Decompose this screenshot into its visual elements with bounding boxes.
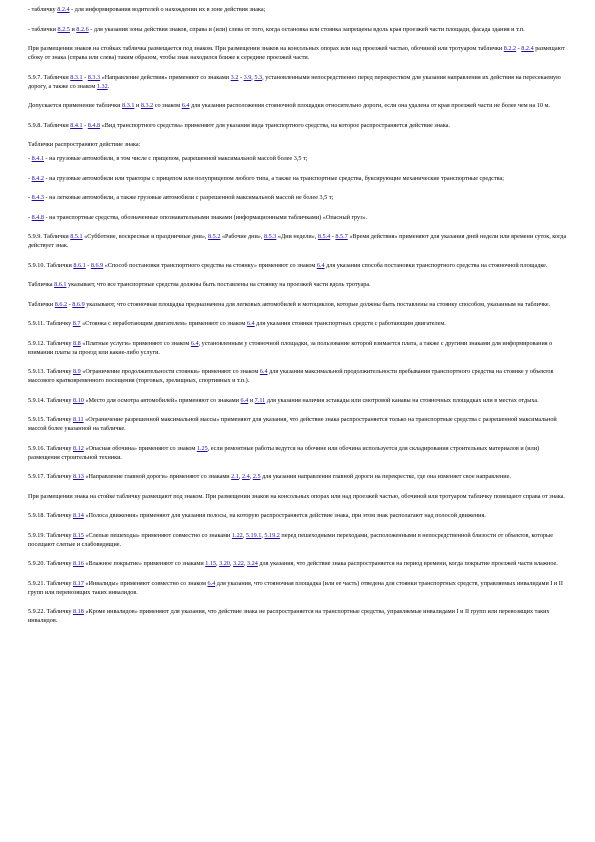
sign-reference-link[interactable]: 5.3	[254, 73, 263, 81]
paragraph-text: - на легковые автомобили, а также грузовые автомобили с разрешенной максимальной массой не более 3,5 т;	[43, 194, 334, 201]
sign-reference-link[interactable]: 6.4	[259, 368, 268, 375]
paragraph-text: «Влажное покрытие» применяют со знаками	[83, 560, 206, 567]
paragraph-text: 5.9.22. Табличку	[28, 608, 73, 615]
sign-reference-link[interactable]: 8.14	[73, 512, 84, 519]
sign-reference-link[interactable]: 8.13	[73, 473, 84, 480]
sign-reference-link[interactable]: 8.6.9	[90, 261, 104, 269]
sign-reference-link[interactable]: 8.2.5	[57, 25, 70, 33]
paragraph-text: - на транспортные средства, обозначенные опознавательными знаками (информационными табличками) «Опасный груз».	[43, 213, 368, 221]
paragraph	[28, 444, 567, 462]
paragraph-text: 5.9.13. Табличку	[28, 368, 73, 375]
sign-reference-link[interactable]: 3.2	[230, 73, 239, 81]
paragraph-text: - таблички	[28, 25, 58, 33]
paragraph-text: - табличку	[28, 6, 58, 13]
paragraph-text: ,	[242, 531, 246, 539]
paragraph	[28, 280, 567, 289]
document-body	[28, 5, 567, 625]
sign-reference-link[interactable]: 8.4.2	[31, 174, 44, 182]
paragraph-text: 5.9.12. Табличку	[28, 339, 73, 347]
paragraph-text: размещают сбоку от знака (справа или слева) таким образом, чтобы знак находился ближе к середине проезжей части.	[28, 45, 565, 61]
paragraph-text: - для информирования водителей о нахождении их в зоне действия знака;	[69, 6, 266, 13]
paragraph-text: для указания, что стояночная площадка (или ее часть) отведена для стоянки транспортных средств, управляемых инвалидами I и II групп или перевозящих таких инвалидов.	[28, 579, 563, 596]
paragraph-text: Табличка	[28, 281, 55, 288]
paragraph-text: «Дни недели»,	[276, 233, 318, 240]
paragraph-text: для указания максимальной продолжительности пребывания транспортного средства на стоянке у объектов массового кратковременного посещения (торговых, зрелищных, спортивных и т.п.).	[28, 368, 554, 384]
paragraph	[28, 140, 567, 149]
sign-reference-link[interactable]: 8.2.4	[521, 45, 534, 52]
paragraph	[28, 339, 567, 357]
paragraph-text: 5.9.9. Таблички	[28, 233, 71, 240]
paragraph-text: указывают, что стояночная площадка предназначена для легковых автомобилей и мотоциклов, которые должны быть поставлены на стоянку способом, указанным на табличке.	[84, 300, 551, 308]
sign-reference-link[interactable]: 8.2.6	[76, 25, 89, 33]
paragraph-text: «Ограничение продолжительности стоянки» применяют со знаком	[80, 368, 260, 375]
paragraph-text: ,	[251, 73, 255, 81]
paragraph-text: ,	[238, 473, 242, 480]
paragraph-text: для указания направления главной дороги на перекрестке, где она изменяет свое направление.	[260, 473, 511, 480]
sign-reference-link[interactable]: 8.12	[73, 444, 84, 452]
sign-reference-link[interactable]: 1.25	[196, 444, 208, 452]
paragraph	[28, 319, 567, 328]
paragraph-text: -	[67, 300, 73, 308]
paragraph	[28, 174, 567, 183]
paragraph-text: «Способ постановки транспортного средства на стоянку» применяют со знаком	[103, 261, 317, 269]
paragraph-text: 5.9.20. Табличку	[28, 560, 73, 567]
paragraph-text: для указания расположения стояночной площадки относительно дороги, если она удалена от края проезжей части не более чем на 10 м.	[189, 102, 550, 109]
paragraph-text: При размещении знака на стойке табличку размещают под знаком. При размещении знаков на консольных опорах или над проезжей частью, обочиной или тротуаром табличку помещают справа от знака.	[28, 492, 565, 500]
paragraph	[28, 300, 567, 309]
sign-reference-link[interactable]: 3.22	[233, 560, 244, 567]
paragraph-text: Допускается применение таблички	[28, 102, 123, 109]
sign-reference-link[interactable]: 8.2.4	[57, 6, 70, 13]
sign-reference-link[interactable]: 1.15	[205, 560, 217, 567]
paragraph	[28, 511, 567, 520]
paragraph-text: 5.9.11. Табличку	[28, 320, 73, 327]
sign-reference-link[interactable]: 8.3.2	[140, 102, 154, 109]
paragraph-text: ,	[243, 560, 247, 567]
paragraph-text: 5.9.7. Таблички	[28, 73, 71, 81]
sign-reference-link[interactable]: 8.2.2	[503, 45, 517, 52]
paragraph	[28, 367, 567, 385]
sign-reference-link[interactable]: 8.6.9	[72, 300, 85, 308]
paragraph-text: «Субботние, воскресные и праздничные дни»,	[82, 233, 209, 240]
paragraph	[28, 44, 567, 62]
sign-reference-link[interactable]: 8.4.8	[31, 213, 44, 221]
sign-reference-link[interactable]: 8.15	[73, 531, 84, 539]
paragraph	[28, 25, 567, 34]
paragraph-text: «Стоянка с неработающим двигателем» применяют со знаком	[80, 320, 247, 327]
paragraph	[28, 472, 567, 481]
paragraph-text: -	[82, 121, 88, 129]
paragraph-text: «Время действия» применяют для указания дней недели или времени суток, когда действует знак.	[28, 233, 567, 249]
paragraph	[28, 232, 567, 250]
sign-reference-link[interactable]: 8.3.1	[122, 102, 135, 109]
paragraph-text: , если ремонтные работы ведутся на обочине или обочина используется для складирования строительных материалов и (или) размещения строительной техники.	[28, 444, 540, 461]
paragraph-text: «Кроме инвалидов» применяют для указания, что действие знака не распространяется на транспортные средства, управляемые инвалидами I и II групп или перевозящих таких инвалидов.	[28, 608, 550, 624]
paragraph	[28, 101, 567, 110]
paragraph-text: «Опасная обочина» применяют со знаком	[83, 444, 197, 452]
sign-reference-link[interactable]: 5.19.1	[245, 531, 262, 539]
paragraph	[28, 531, 567, 549]
paragraph-text: и	[134, 102, 141, 109]
paragraph-text: и	[248, 396, 255, 404]
paragraph-text: -	[516, 45, 522, 52]
sign-reference-link[interactable]: 2.5	[252, 473, 261, 480]
paragraph-text: «Рабочие дни»,	[220, 233, 264, 240]
sign-reference-link[interactable]: 8.5.1	[70, 233, 83, 240]
paragraph-text: 5.9.17. Табличку	[28, 473, 73, 480]
sign-reference-link[interactable]: 8.3.1	[70, 73, 83, 81]
sign-reference-link[interactable]: 3.20	[219, 560, 230, 567]
sign-reference-link[interactable]: 8.17	[73, 579, 84, 587]
paragraph	[28, 121, 567, 130]
paragraph-text: -	[238, 73, 244, 81]
sign-reference-link[interactable]: 1.22	[231, 531, 243, 539]
paragraph-text: 5.9.19. Табличку	[28, 531, 73, 539]
sign-reference-link[interactable]: 8.4.8	[87, 121, 101, 129]
paragraph	[28, 73, 567, 91]
paragraph-text: -	[85, 261, 91, 269]
paragraph-text: «Ограничение разрешенной максимальной массы» применяют для указания, что действие знака распространяется только на транспортные средства с разрешенной максимальной массой более указанной на табличке.	[28, 416, 557, 432]
paragraph	[28, 559, 567, 568]
sign-reference-link[interactable]: 7.11	[254, 396, 266, 404]
sign-reference-link[interactable]: 6.4	[181, 102, 190, 109]
sign-reference-link[interactable]: 8.5.2	[208, 233, 221, 240]
sign-reference-link[interactable]: 6.4	[240, 396, 249, 404]
paragraph	[28, 213, 567, 222]
sign-reference-link[interactable]: 8.8	[73, 339, 81, 347]
paragraph-text: 5.9.10. Таблички	[28, 261, 74, 269]
paragraph-text: для указания способа постановки транспортного средства на стояночной площадке.	[324, 261, 548, 269]
paragraph-text: -	[28, 213, 32, 221]
paragraph-text: 5.9.21. Табличку	[28, 579, 73, 587]
sign-reference-link[interactable]: 3.9	[243, 73, 252, 81]
paragraph-text: 5.9.18. Табличку	[28, 512, 73, 519]
paragraph-text: для указания, что действие знака распространяется на период времени, когда покрытие проезжей части влажное.	[257, 560, 558, 567]
paragraph-text: - на грузовые автомобили или тракторы с прицепом или полуприцепом любого типа, а также на транспортные средства, буксирующие механические транспортные средства;	[43, 174, 504, 182]
sign-reference-link[interactable]: 6.4	[190, 339, 199, 347]
sign-reference-link[interactable]: 6.4	[246, 320, 255, 327]
paragraph-text: , установленным у стояночной площадки, за пользование которой взимается плата, а также с другими знаками для информирования о взимании платы за проезд или какие-либо услуги.	[28, 339, 553, 356]
sign-reference-link[interactable]: 5.19.2	[264, 531, 280, 539]
paragraph-text: , установленными непосредственно перед перекрестком для указания направления их действия на пересекаемую дорогу, а также со знаком	[28, 73, 561, 90]
sign-reference-link[interactable]: 8.11	[73, 416, 84, 423]
paragraph	[28, 607, 567, 625]
paragraph-text: для указания стоянки транспортных средств с работающим двигателем.	[254, 320, 446, 327]
sign-reference-link[interactable]: 8.10	[73, 396, 84, 404]
paragraph-text: -	[82, 73, 88, 81]
paragraph-text: Таблички распространяют действие знака:	[28, 141, 141, 148]
sign-reference-link[interactable]: 6.4	[207, 579, 216, 587]
paragraph	[28, 5, 567, 14]
paragraph-text: Таблички	[28, 300, 55, 308]
paragraph-text: «Вид транспортного средства» применяют для указания вида транспортного средства, на которое распространяется действие знака.	[100, 121, 450, 129]
paragraph-text: 5.9.8. Таблички	[28, 121, 71, 129]
paragraph-text: для указания наличия эстакады или смотровой канавы на стояночных площадках или в местах отдыха.	[265, 396, 539, 404]
sign-reference-link[interactable]: 8.16	[73, 560, 84, 567]
paragraph-text: 5.9.16. Табличку	[28, 444, 73, 452]
sign-reference-link[interactable]: 8.18	[73, 608, 84, 615]
paragraph-text: «Слепые пешеходы» применяют совместно со знаками	[83, 531, 232, 539]
paragraph-text: «Направление действия» применяют со знаками	[100, 73, 231, 81]
paragraph-text: перед пешеходными переходами, расположенными в непосредственной близости от объектов, которые посещают слепые и слабовидящие.	[28, 531, 553, 548]
sign-reference-link[interactable]: 8.7	[72, 320, 81, 327]
paragraph-text: и	[69, 25, 77, 33]
paragraph-text: - на грузовые автомобили, в том числе с прицепом, разрешенной максимальной массой более 3,5 т;	[43, 155, 308, 162]
paragraph-text: ,	[249, 473, 253, 480]
paragraph-text: -	[28, 155, 32, 162]
paragraph-text: со знаком	[153, 102, 182, 109]
paragraph-text: «Инвалиды» применяют совместно со знаком	[83, 579, 208, 587]
sign-reference-link[interactable]: 1.32	[96, 82, 108, 90]
paragraph	[28, 396, 567, 405]
sign-reference-link[interactable]: 8.4.1	[70, 121, 83, 129]
sign-reference-link[interactable]: 8.4.1	[31, 155, 44, 162]
paragraph-text: ,	[216, 560, 220, 567]
sign-reference-link[interactable]: 8.6.1	[73, 261, 86, 269]
sign-reference-link[interactable]: 6.4	[316, 261, 325, 269]
paragraph-text: ,	[229, 560, 234, 567]
paragraph	[28, 415, 567, 433]
paragraph-text: 5.9.14. Табличку	[28, 396, 73, 404]
sign-reference-link[interactable]: 8.3.3	[87, 73, 101, 81]
paragraph-text: ,	[261, 531, 265, 539]
sign-reference-link[interactable]: 8.5.7	[335, 233, 348, 240]
sign-reference-link[interactable]: 8.5.3	[264, 233, 277, 240]
paragraph-text: .	[107, 82, 110, 90]
paragraph	[28, 154, 567, 163]
paragraph-text: -	[28, 174, 32, 182]
sign-reference-link[interactable]: 8.9	[73, 368, 81, 375]
sign-reference-link[interactable]: 3.24	[246, 560, 258, 567]
sign-reference-link[interactable]: 8.4.3	[31, 194, 44, 201]
paragraph-text: -	[28, 194, 32, 201]
paragraph	[28, 579, 567, 597]
paragraph-text: 5.9.15. Табличку	[28, 416, 73, 423]
paragraph-text: указывает, что все транспортные средства должны быть поставлены на стоянку на проезжей части вдоль тротуара.	[66, 281, 371, 288]
paragraph-text: «Направление главной дороги» применяют со знаками	[83, 473, 232, 480]
sign-reference-link[interactable]: 8.6.1	[54, 281, 67, 288]
paragraph-text: «Полоса движения» применяют для указания полосы, на которую распространяется действие знака, при этом знак располагают над полосой движения.	[83, 512, 486, 519]
paragraph-text: «Место для осмотра автомобилей» применяют со знаками	[83, 396, 241, 404]
paragraph-text: -	[330, 233, 336, 240]
sign-reference-link[interactable]: 8.5.4	[317, 233, 331, 240]
paragraph-text: - для указания зоны действия знаков, справа и (или) слева от того, когда остановка или стоянка запрещены вдоль края проезжей части площади, фасада здания и т.п.	[88, 25, 525, 33]
sign-reference-link[interactable]: 2.4	[241, 473, 250, 480]
paragraph-text: При размещении знаков на стойках табличка размещается под знаком. При размещении знаков на консольных опорах или над проезжей частью, обочиной или тротуаром таблички	[28, 45, 504, 52]
sign-reference-link[interactable]: 2.1	[231, 473, 239, 480]
paragraph	[28, 193, 567, 202]
paragraph	[28, 261, 567, 270]
paragraph	[28, 492, 567, 501]
paragraph-text: «Платные услуги» применяют со знаком	[80, 339, 191, 347]
sign-reference-link[interactable]: 8.6.2	[54, 300, 68, 308]
